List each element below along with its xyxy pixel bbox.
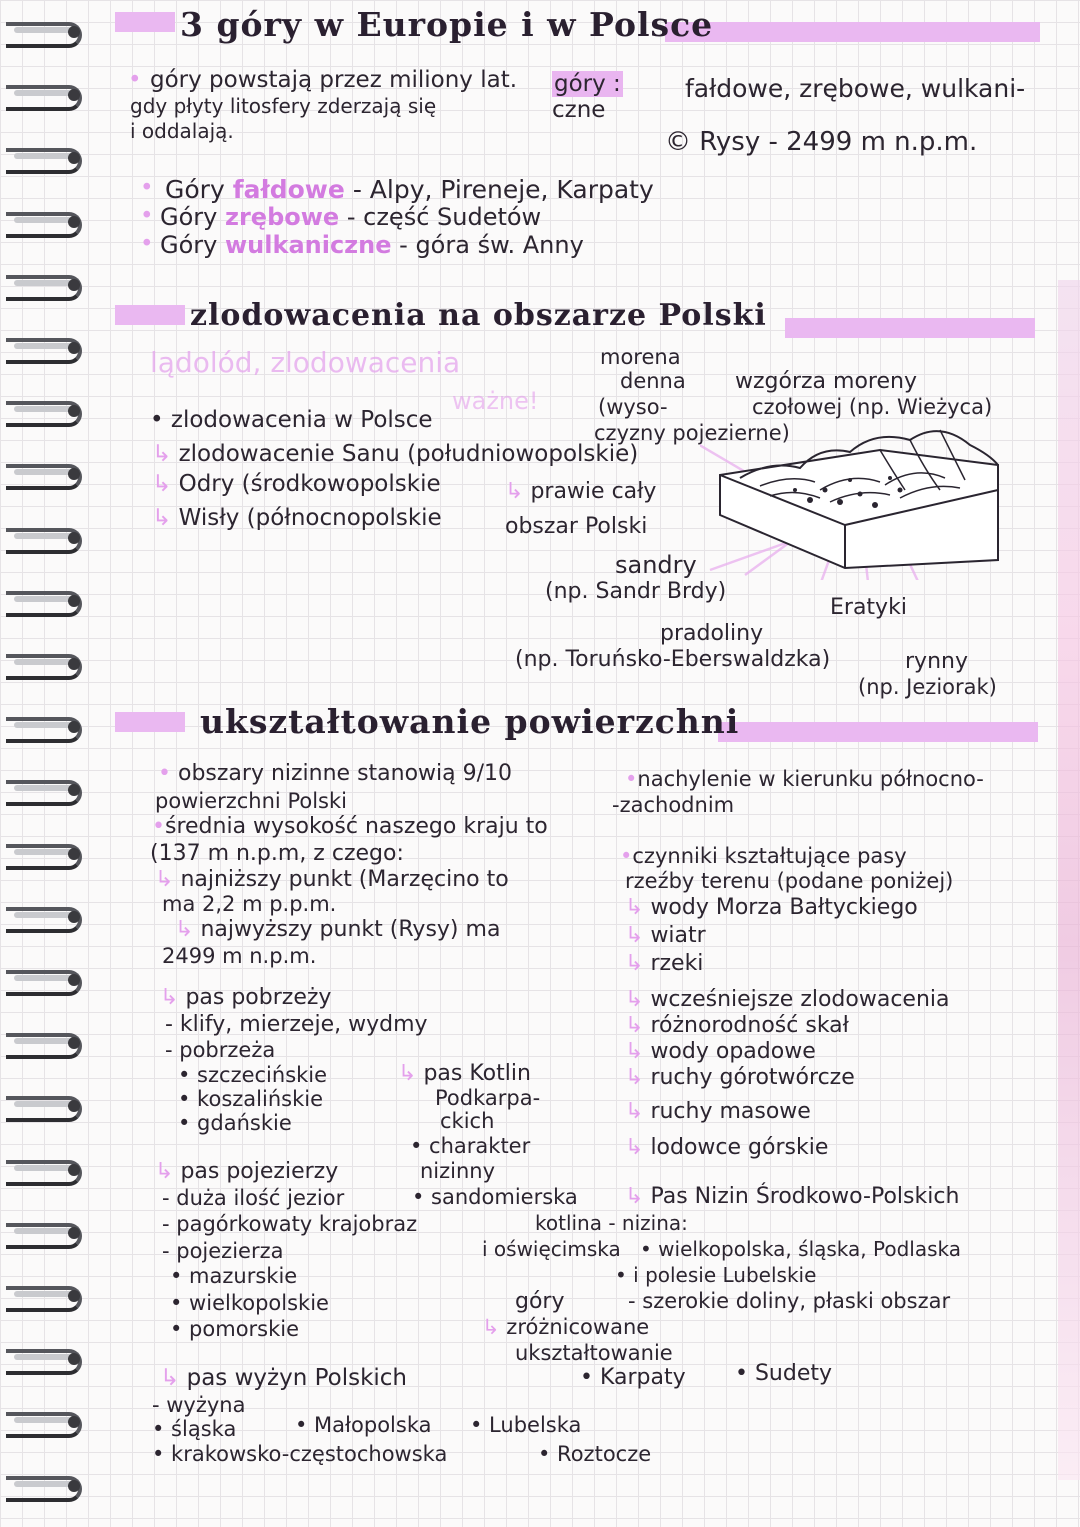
moraine-bottom-line: czyzny pojezierne)	[594, 421, 790, 445]
glaciation-item-text: zlodowacenie Sanu (południowopolskie)	[178, 441, 639, 467]
example-type: wulkaniczne	[225, 231, 392, 259]
lakes-line: - duża ilość jezior	[162, 1186, 345, 1210]
example-type: fałdowe	[232, 175, 345, 204]
mountains-belt-line: • Sudety	[735, 1361, 833, 1386]
example-prefix: Góry	[160, 231, 218, 259]
example-rest: - część Sudetów	[346, 203, 542, 231]
ring-hole	[68, 342, 80, 354]
ring-hole	[68, 848, 80, 860]
lakes-title-text: pas pojezierzy	[180, 1159, 339, 1184]
ring-shine	[14, 406, 72, 412]
binding-ring	[6, 713, 86, 741]
moraine-bottom-line: (wyso-	[598, 395, 668, 419]
surface-right-text: nachylenie w kierunku północno-	[637, 767, 984, 791]
wisla-note	[505, 480, 656, 504]
coast-belt-title	[160, 986, 331, 1010]
ring-shine	[14, 1291, 72, 1297]
uplands-line: • Lubelska	[470, 1413, 582, 1437]
coast-line: - pobrzeża	[165, 1038, 276, 1062]
arrow-icon: ↳	[152, 471, 172, 497]
surface-right-line	[625, 768, 984, 791]
binding-ring	[6, 1472, 86, 1500]
coast-line: • szczecińskie	[178, 1063, 328, 1087]
example-prefix: Góry	[165, 175, 225, 204]
binding-ring	[6, 18, 86, 46]
ring-hole	[68, 658, 80, 670]
ring-hole	[68, 1290, 80, 1302]
ring-shine	[14, 533, 72, 539]
uplands-line: - wyżyna	[152, 1393, 246, 1417]
mountain-types-label	[552, 72, 623, 97]
mountain-types-label-cont: czne	[552, 97, 606, 123]
arrow-icon: ↳	[152, 505, 172, 531]
basins-line: • charakter	[410, 1134, 531, 1158]
ring-shine	[14, 785, 72, 791]
coast-line: • koszalińskie	[178, 1087, 323, 1111]
ring-shine	[14, 1165, 72, 1171]
arrow-icon: ↳	[398, 1061, 417, 1086]
factor-text: wody opadowe	[650, 1039, 816, 1064]
binding-ring	[6, 1156, 86, 1184]
surface-left-line	[155, 868, 509, 892]
bullet: •	[140, 203, 154, 229]
binding-ring	[6, 208, 86, 236]
factor-text: wcześniejsze zlodowacenia	[650, 987, 950, 1012]
mountain-types-label-text: góry :	[554, 71, 621, 97]
binding-ring	[6, 650, 86, 678]
example-rest: - Alpy, Pireneje, Karpaty	[352, 175, 654, 204]
factor-item	[625, 924, 706, 948]
arrow-icon: ↳	[152, 441, 172, 467]
surface-right-line: -zachodnim	[612, 793, 735, 817]
arrow-icon: ↳	[625, 987, 644, 1012]
glaciation-item-text: Wisły (północnopolskie	[178, 505, 442, 531]
heading-highlight-left	[115, 712, 185, 732]
basins-line: Podkarpa-	[435, 1086, 541, 1110]
binding-ring	[6, 1408, 86, 1436]
binding-ring	[6, 271, 86, 299]
arrow-icon: ↳	[155, 867, 174, 892]
mountains-belt-line: ukształtowanie	[515, 1341, 673, 1365]
surface-left-text: średnia wysokość naszego kraju to	[164, 814, 548, 839]
ring-hole	[68, 911, 80, 923]
surface-right-line	[620, 845, 907, 868]
binding-ring	[6, 1345, 86, 1373]
arrow-icon: ↳	[160, 1365, 180, 1391]
glaciation-list-title: • zlodowacenia w Polsce	[150, 407, 433, 433]
heading-highlight-left	[115, 305, 185, 325]
glaciation-item-text: Odry (środkowopolskie	[178, 471, 441, 497]
eratyki-label: Eratyki	[830, 595, 907, 620]
bullet: •	[152, 814, 165, 839]
ring-shine	[14, 659, 72, 665]
wisla-note-line: obszar Polski	[505, 514, 648, 539]
example-rest: - góra św. Anny	[399, 231, 584, 259]
lakes-title	[155, 1160, 338, 1184]
binding-ring	[6, 776, 86, 804]
basins-line: • sandomierska	[412, 1185, 578, 1209]
sandry-example: (np. Sandr Brdy)	[545, 579, 727, 604]
ring-shine	[14, 1101, 72, 1107]
factor-item	[625, 1100, 811, 1124]
arrow-icon: ↳	[625, 1065, 644, 1090]
arrow-icon: ↳	[625, 1135, 644, 1160]
bullet: •	[128, 67, 142, 93]
example-type: zrębowe	[225, 203, 340, 231]
bullet: •	[620, 844, 633, 868]
plains-line: - szerokie doliny, płaski obszar	[628, 1289, 951, 1313]
ring-hole	[68, 1164, 80, 1176]
ring-shine	[14, 469, 72, 475]
factor-item	[625, 1014, 849, 1038]
coast-line: • gdańskie	[178, 1111, 292, 1135]
rynny-example: (np. Jeziorak)	[858, 675, 997, 699]
lakes-line: • pomorskie	[170, 1317, 300, 1341]
glaciation-item	[152, 506, 442, 531]
arrow-icon: ↳	[625, 1039, 644, 1064]
factor-item	[625, 1040, 816, 1064]
arrow-icon: ↳	[625, 1184, 644, 1209]
heading-highlight-left	[115, 12, 175, 32]
heading-highlight-right	[665, 22, 1040, 42]
ring-hole	[68, 1480, 80, 1492]
arrow-icon: ↳	[155, 1159, 174, 1184]
plains-line: • i polesie Lubelskie	[615, 1263, 817, 1287]
mountains-belt-line	[482, 1316, 649, 1339]
page-edge-tabs	[1058, 280, 1080, 1480]
example-prefix: Góry	[160, 203, 218, 231]
surface-left-line: powierzchni Polski	[155, 789, 347, 813]
surface-right-line: rzeźby terenu (podane poniżej)	[625, 869, 954, 893]
ring-shine	[14, 596, 72, 602]
arrow-icon: ↳	[625, 1013, 644, 1038]
moraine-hills-line: czołowej (np. Wieżyca)	[752, 395, 993, 419]
spiral-binding	[0, 0, 92, 1527]
mountain-example	[160, 232, 584, 258]
factor-item	[625, 1136, 828, 1160]
binding-ring	[6, 81, 86, 109]
glaciation-item	[152, 442, 638, 467]
mountain-types: fałdowe, zrębowe, wulkani-	[685, 74, 1026, 103]
surface-left-text: najwyższy punkt (Rysy) ma	[200, 917, 501, 942]
ring-hole	[68, 26, 80, 38]
glaciation-list-title-text: zlodowacenia w Polsce	[170, 407, 433, 433]
heading-highlight-right	[718, 722, 1038, 742]
formation-note-line: góry powstają przez miliony lat.	[150, 67, 518, 93]
moraine-bottom-line: morena	[600, 345, 681, 369]
ring-hole	[68, 595, 80, 607]
binding-ring	[6, 1219, 86, 1247]
bullet: •	[158, 761, 171, 786]
binding-ring	[6, 524, 86, 552]
basins-title-text: pas Kotlin	[423, 1061, 531, 1086]
lakes-line: - pagórkowaty krajobraz	[162, 1212, 418, 1236]
ring-hole	[68, 1227, 80, 1239]
arrow-icon: ↳	[505, 479, 524, 504]
uplands-line: • krakowsko-częstochowska	[152, 1442, 448, 1466]
uplands-line: • Małopolska	[295, 1413, 432, 1437]
ring-shine	[14, 1228, 72, 1234]
bullet: •	[140, 175, 154, 201]
lakes-line: • wielkopolskie	[170, 1291, 329, 1315]
surface-left-line	[158, 762, 512, 786]
factor-item	[625, 988, 950, 1012]
binding-ring	[6, 1092, 86, 1120]
uplands-line: • śląska	[152, 1417, 237, 1441]
section-title-surface: ukształtowanie powierzchni	[200, 702, 740, 741]
ring-shine	[14, 1417, 72, 1423]
rysy-fact	[665, 128, 977, 157]
ring-shine	[14, 343, 72, 349]
ring-hole	[68, 279, 80, 291]
formation-note-line: i oddalają.	[130, 119, 234, 143]
surface-left-line	[152, 815, 548, 839]
arrow-icon: ↳	[625, 951, 644, 976]
basins-line: i oświęcimska	[482, 1237, 621, 1261]
arrow-icon: ↳	[625, 1099, 644, 1124]
rynny-label: rynny	[905, 649, 968, 674]
ring-hole	[68, 216, 80, 228]
surface-left-text: obszary nizinne stanowią 9/10	[177, 761, 513, 786]
factor-text: lodowce górskie	[650, 1135, 829, 1160]
ring-shine	[14, 849, 72, 855]
binding-ring	[6, 1029, 86, 1057]
mountains-belt-line: góry	[515, 1289, 565, 1314]
factor-text: ruchy górotwórcze	[650, 1065, 855, 1090]
binding-ring	[6, 334, 86, 362]
surface-left-line: 2499 m n.p.m.	[162, 944, 317, 968]
factor-item	[625, 952, 703, 976]
faded-label: lądolód, zlodowacenia	[150, 346, 461, 379]
factor-text: wody Morza Bałtyckiego	[650, 895, 918, 920]
factor-text: ruchy masowe	[650, 1099, 811, 1124]
surface-left-line	[175, 918, 500, 942]
binding-ring	[6, 966, 86, 994]
binding-ring	[6, 460, 86, 488]
basins-line: nizinny	[420, 1159, 496, 1183]
section-title-mountains: 3 góry w Europie i w Polsce	[180, 5, 714, 44]
ring-shine	[14, 722, 72, 728]
uplands-line: • Roztocze	[538, 1442, 652, 1466]
wisla-note-line: prawie cały	[530, 479, 657, 504]
factor-item	[625, 1066, 855, 1090]
arrow-icon: ↳	[625, 895, 644, 920]
sandry-label: sandry	[615, 551, 697, 579]
mountains-belt-text: zróżnicowane	[506, 1315, 650, 1339]
ring-shine	[14, 975, 72, 981]
pradoliny-example: (np. Toruńsko-Eberswaldzka)	[515, 647, 831, 672]
binding-ring	[6, 144, 86, 172]
surface-left-text: najniższy punkt (Marzęcino to	[180, 867, 509, 892]
arrow-icon: ↳	[482, 1315, 500, 1339]
rysy-text: Rysy - 2499 m n.p.m.	[699, 127, 978, 157]
mountain-example	[160, 204, 541, 230]
factor-text: różnorodność skał	[650, 1013, 849, 1038]
coast-title-text: pas pobrzeży	[185, 985, 332, 1010]
moraine-hills-line: wzgórza moreny	[735, 369, 917, 394]
basins-title	[398, 1062, 531, 1086]
bullet: •	[625, 767, 638, 791]
faded-important: ważne!	[452, 387, 539, 415]
mountains-belt-line: • Karpaty	[580, 1365, 686, 1390]
rysy-symbol: ©	[665, 127, 691, 157]
pradoliny-label: pradoliny	[660, 621, 764, 646]
factor-text: wiatr	[650, 923, 706, 948]
uplands-title-text: pas wyżyn Polskich	[186, 1365, 408, 1391]
arrow-icon: ↳	[160, 985, 179, 1010]
binding-ring	[6, 840, 86, 868]
lakes-line: • mazurskie	[170, 1264, 298, 1288]
uplands-title	[160, 1366, 407, 1391]
moraine-bottom-line: denna	[620, 369, 686, 393]
plains-title	[625, 1185, 959, 1209]
surface-left-line: ma 2,2 m p.p.m.	[162, 892, 337, 916]
ring-shine	[14, 1038, 72, 1044]
mountain-example	[165, 176, 654, 204]
arrow-icon: ↳	[175, 917, 194, 942]
binding-ring	[6, 587, 86, 615]
section-title-glaciation: zlodowacenia na obszarze Polski	[190, 298, 767, 333]
formation-note-line: gdy płyty litosfery zderzają się	[130, 94, 437, 118]
ring-shine	[14, 1481, 72, 1487]
ring-shine	[14, 90, 72, 96]
ring-hole	[68, 532, 80, 544]
arrow-icon: ↳	[625, 923, 644, 948]
factor-text: rzeki	[650, 951, 704, 976]
ring-shine	[14, 1354, 72, 1360]
coast-line: - klify, mierzeje, wydmy	[165, 1012, 428, 1037]
heading-highlight-right	[785, 318, 1035, 338]
glacial-landscape-diagram	[700, 390, 1010, 580]
plains-line: • wielkopolska, śląska, Podlaska	[640, 1237, 961, 1261]
ring-hole	[68, 974, 80, 986]
basins-line: kotlina - nizina:	[535, 1211, 688, 1235]
factor-item	[625, 896, 918, 920]
glaciation-item	[152, 472, 441, 497]
surface-left-line: (137 m n.p.m, z czego:	[150, 841, 404, 866]
ring-shine	[14, 217, 72, 223]
binding-ring	[6, 397, 86, 425]
ring-shine	[14, 280, 72, 286]
ring-shine	[14, 153, 72, 159]
surface-right-text: czynniki kształtujące pasy	[632, 844, 907, 868]
binding-ring	[6, 903, 86, 931]
bullet: •	[140, 231, 154, 257]
ring-shine	[14, 27, 72, 33]
basins-line: ckich	[440, 1109, 495, 1133]
lakes-line: - pojezierza	[162, 1239, 284, 1263]
ring-shine	[14, 912, 72, 918]
binding-ring	[6, 1282, 86, 1310]
plains-title-text: Pas Nizin Środkowo-Polskich	[650, 1184, 960, 1209]
